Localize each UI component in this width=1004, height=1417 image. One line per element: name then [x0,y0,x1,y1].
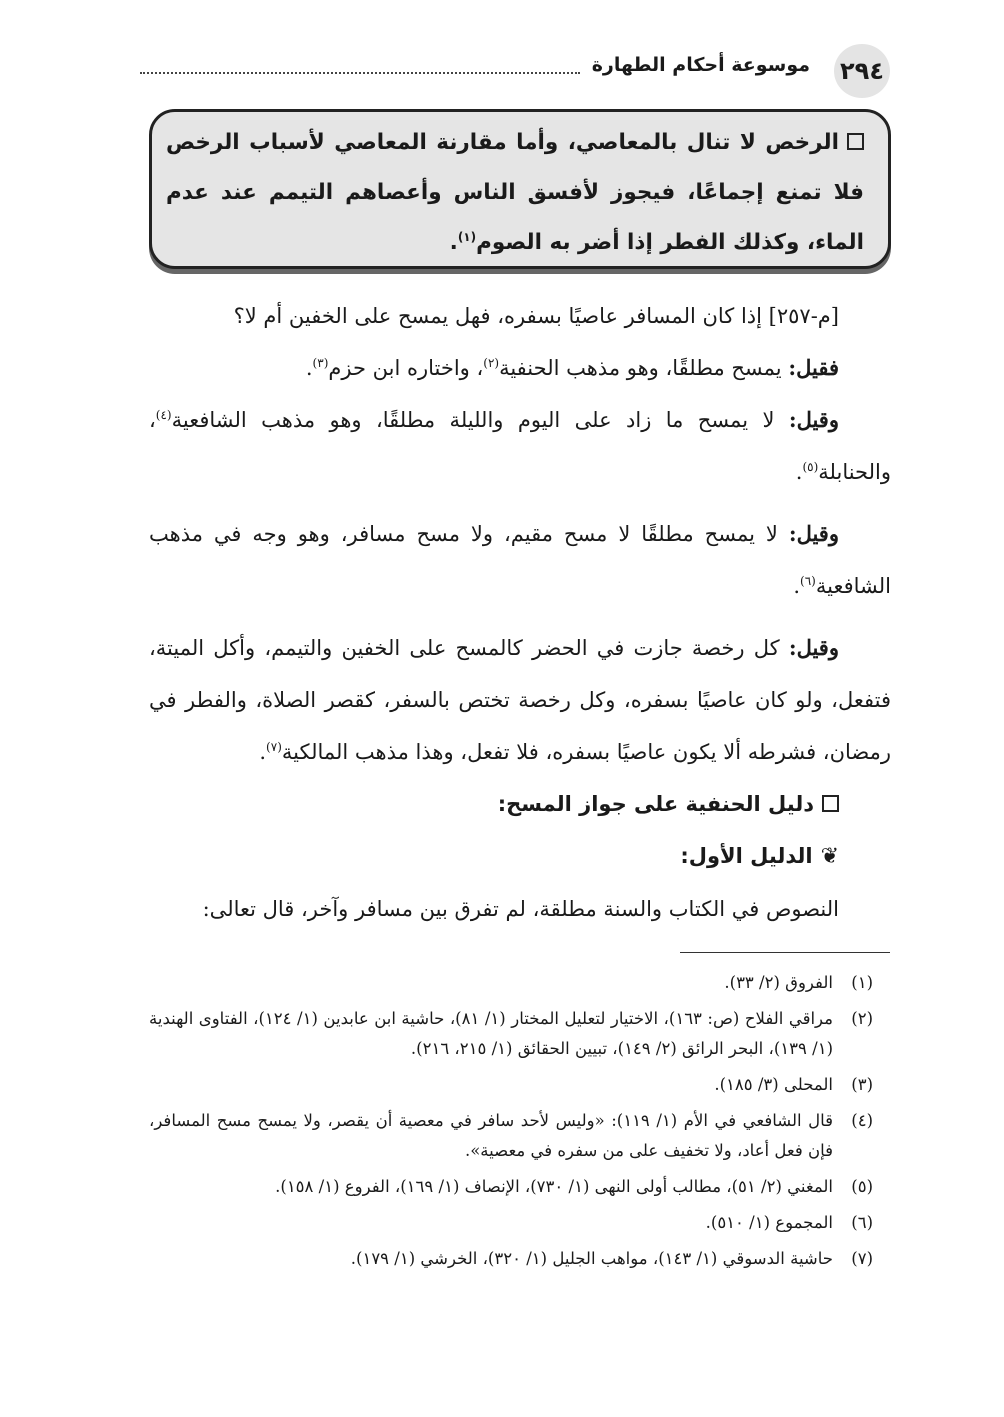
footnote-ref[interactable]: (٢) [483,356,500,370]
footnote-ref[interactable]: (٧) [266,740,282,754]
footnote-ref[interactable]: (١) [457,229,477,244]
footnote: (٤) قال الشافعي في الأم (١/ ١١٩): «وليس لأحد سافر في معصية أن يقصر، ولا يمسح مسح المسافر، فإن فعل أعاد، ولا تخفيف على من سفره في معصية». [149,1111,873,1160]
checkbox-square-icon [847,133,864,150]
footnote: (٢) مراقي الفلاح (ص: ١٦٣)، الاختيار لتعليل المختار (١/ ٨١)، حاشية ابن عابدين (١/ ١٢٤)، الفتاوى الهندية (١/ ١٣٩)، البحر الرائق (٢/ ١٤٩)، تبيين الحقائق (١/ ٢١٥، ٢١٦). [149,1009,873,1058]
footnote: (١) الفروق (٢/ ٣٣). [724,973,873,992]
box-text: الرخص لا تنال بالمعاصي، وأما مقارنة المعاصي لأسباب الرخص فلا تمنع إجماعًا، فيجوز لأفسق الناس وأعصاهم التيمم عند عدم الماء، وكذلك الفطر إذا أضر به الصوم$^{(١)}$. [166,130,864,255]
header-dotted-rule [140,72,580,74]
opinion-1: فقيل: يمسح مطلقًا، وهو مذهب الحنفية$^{(٢)}$، واختاره ابن حزم$^{(٣)}$. [305,355,839,380]
footnote-ref[interactable]: (٤) [155,408,172,422]
footnotes [149,968,891,1280]
main-text [149,290,891,935]
footnote-separator [680,952,890,953]
body-last-line: النصوص في الكتاب والسنة مطلقة، لم تفرق بين مسافر وآخر، قال تعالى: [202,897,839,921]
page-number: ٢٩٤ [834,44,890,98]
footnote-ref[interactable]: (٥) [802,460,819,474]
page-header [140,40,890,100]
leaf-ornament-icon: ❦ [820,844,839,869]
issue-line: [م-٢٥٧] إذا كان المسافر عاصيًا بسفره، فهل يمسح على الخفين أم لا؟ [233,304,839,328]
footnote: (٣) المحلى (٣/ ١٨٥). [714,1075,873,1094]
footnote: (٦) المجموع (١/ ٥١٠). [705,1213,873,1232]
running-title: موسوعة أحكام الطهارة [591,54,810,76]
opinion-4: وقيل: كل رخصة جازت في الحضر كالمسح على الخفين والتيمم، وأكل الميتة، فتفعل، ولو كان عاصيًا بسفره، وكل رخصة تختص بالسفر، كقصر الصلاة، والفطر في رمضان، فشرطه ألا يكون عاصيًا بسفره، فلا تفعل، وهذا مذهب المالكية$^{(٧)}$. [149,635,891,764]
highlight-box [149,109,891,269]
opinion-3: وقيل: لا يمسح مطلقًا لا مسح مقيم، ولا مسح مسافر، وهو وجه في مذهب الشافعية$^{(٦)}$. [149,521,891,598]
sub-heading: ❦الدليل الأول: [149,830,891,883]
footnote: (٥) المغني (٢/ ٥١)، مطالب أولى النهى (١/ ٧٣٠)، الإنصاف (١/ ١٦٩)، الفروع (١/ ١٥٨). [275,1177,873,1196]
opinion-2: وقيل: لا يمسح ما زاد على اليوم والليلة مطلقًا، وهو مذهب الشافعية$^{(٤)}$، والحنابلة$^{(٥)}$. [149,407,891,484]
footnote-ref[interactable]: (٦) [800,574,816,588]
section-heading: دليل الحنفية على جواز المسح: [149,778,891,830]
footnote-ref[interactable]: (٣) [312,356,329,370]
checkbox-square-icon [822,795,839,812]
footnote: (٧) حاشية الدسوقي (١/ ١٤٣)، مواهب الجليل (١/ ٣٢٠)، الخرشي (١/ ١٧٩). [350,1249,873,1268]
